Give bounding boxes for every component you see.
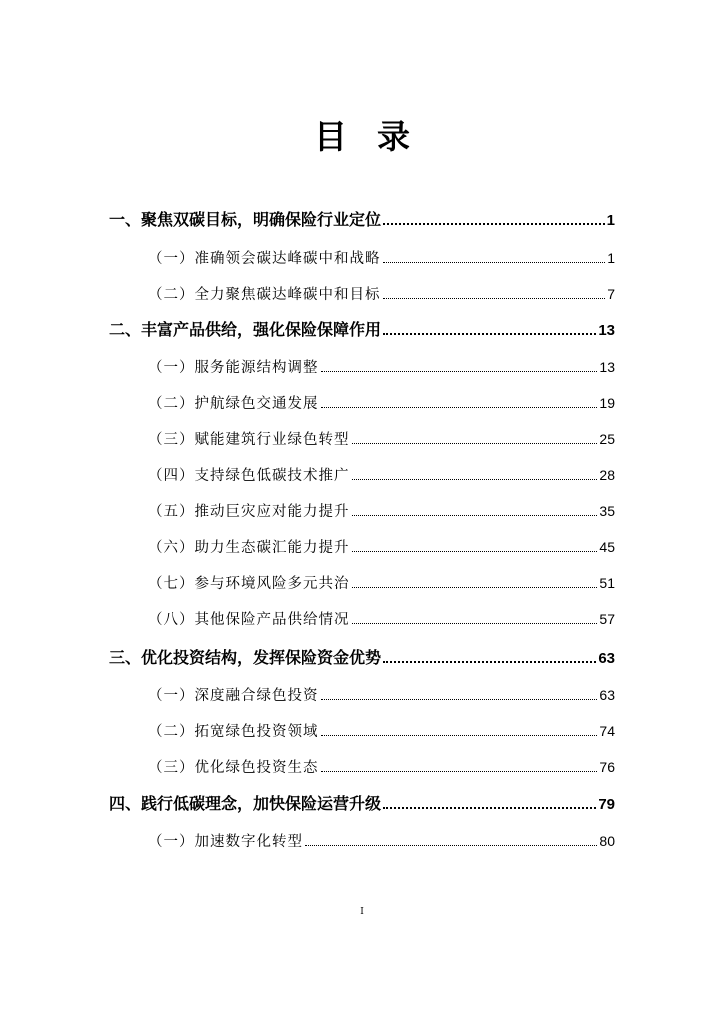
toc-subsection-1-2[interactable]: [148, 282, 615, 306]
dot-leader: [321, 734, 598, 736]
dot-leader: [383, 261, 606, 263]
toc-subsection-2-8[interactable]: [148, 607, 615, 631]
dot-leader: [321, 370, 598, 372]
toc-label: （七）参与环境风险多元共治: [148, 576, 350, 592]
toc-page-number: 51: [599, 575, 615, 591]
toc-label: （一）服务能源结构调整: [148, 360, 319, 376]
toc-label: 四、践行低碳理念，加快保险运营升级: [109, 794, 382, 813]
dot-leader: [352, 514, 598, 516]
page-title: [0, 115, 724, 159]
toc-page-number: 63: [598, 650, 615, 667]
toc-page-number: 63: [599, 687, 615, 703]
toc-subsection-3-2[interactable]: [148, 719, 615, 743]
toc-subsection-4-1[interactable]: [148, 829, 615, 853]
toc-page-number: 7: [607, 286, 615, 302]
toc-page-number: 80: [599, 833, 615, 849]
dot-leader: [383, 297, 606, 299]
dot-leader: [321, 698, 598, 700]
toc-label: （二）护航绿色交通发展: [148, 396, 319, 412]
toc-subsection-2-1[interactable]: [148, 355, 615, 379]
dot-leader: [383, 332, 596, 335]
toc-page-number: 13: [598, 322, 615, 339]
toc-label: 三、优化投资结构，发挥保险资金优势: [109, 648, 382, 667]
toc-page-number: 74: [599, 723, 615, 739]
dot-leader: [352, 550, 598, 552]
toc-page-number: 57: [599, 611, 615, 627]
dot-leader: [352, 478, 598, 480]
toc-page-number: 79: [598, 796, 615, 813]
toc-label: （一）准确领会碳达峰碳中和战略: [148, 251, 381, 267]
toc-label: （六）助力生态碳汇能力提升: [148, 540, 350, 556]
toc-label: （四）支持绿色低碳技术推广: [148, 468, 350, 484]
toc-subsection-3-1[interactable]: [148, 683, 615, 707]
toc-label: 二、丰富产品供给，强化保险保障作用: [109, 320, 382, 339]
dot-leader: [383, 222, 605, 225]
dot-leader: [352, 586, 598, 588]
toc-section-4[interactable]: [109, 792, 615, 816]
toc-section-3[interactable]: [109, 646, 615, 670]
toc-page-number: 35: [599, 503, 615, 519]
toc-label: 一、聚焦双碳目标，明确保险行业定位: [109, 210, 382, 229]
toc-section-1[interactable]: [109, 208, 615, 232]
toc-subsection-2-5[interactable]: [148, 499, 615, 523]
toc-label: （一）加速数字化转型: [148, 834, 303, 850]
toc-label: （二）全力聚焦碳达峰碳中和目标: [148, 287, 381, 303]
toc-page-number: 45: [599, 539, 615, 555]
dot-leader: [383, 806, 596, 809]
dot-leader: [352, 622, 598, 624]
toc-page-number: 1: [606, 212, 615, 229]
toc-section-2[interactable]: [109, 318, 615, 342]
toc-label: （五）推动巨灾应对能力提升: [148, 504, 350, 520]
dot-leader: [352, 442, 598, 444]
toc-page-number: 25: [599, 431, 615, 447]
toc-page-number: 76: [599, 759, 615, 775]
footer-page-number: I: [360, 907, 364, 917]
toc-page-number: 1: [607, 250, 615, 266]
toc-label: （三）赋能建筑行业绿色转型: [148, 432, 350, 448]
toc-label: （八）其他保险产品供给情况: [148, 612, 350, 628]
toc-label: （一）深度融合绿色投资: [148, 688, 319, 704]
page-title-char-1: 目: [314, 117, 347, 156]
toc-subsection-2-3[interactable]: [148, 427, 615, 451]
toc-subsection-2-6[interactable]: [148, 535, 615, 559]
dot-leader: [383, 660, 596, 663]
toc-page-number: 28: [599, 467, 615, 483]
toc-subsection-2-4[interactable]: [148, 463, 615, 487]
dot-leader: [321, 770, 598, 772]
toc-page-number: 19: [599, 395, 615, 411]
toc-page-number: 13: [599, 359, 615, 375]
toc-subsection-2-7[interactable]: [148, 571, 615, 595]
dot-leader: [321, 406, 598, 408]
toc-subsection-2-2[interactable]: [148, 391, 615, 415]
toc-label: （三）优化绿色投资生态: [148, 760, 319, 776]
dot-leader: [305, 844, 597, 846]
page-title-char-2: 录: [377, 117, 410, 156]
toc-subsection-3-3[interactable]: [148, 755, 615, 779]
toc-label: （二）拓宽绿色投资领域: [148, 724, 319, 740]
toc-subsection-1-1[interactable]: [148, 246, 615, 270]
